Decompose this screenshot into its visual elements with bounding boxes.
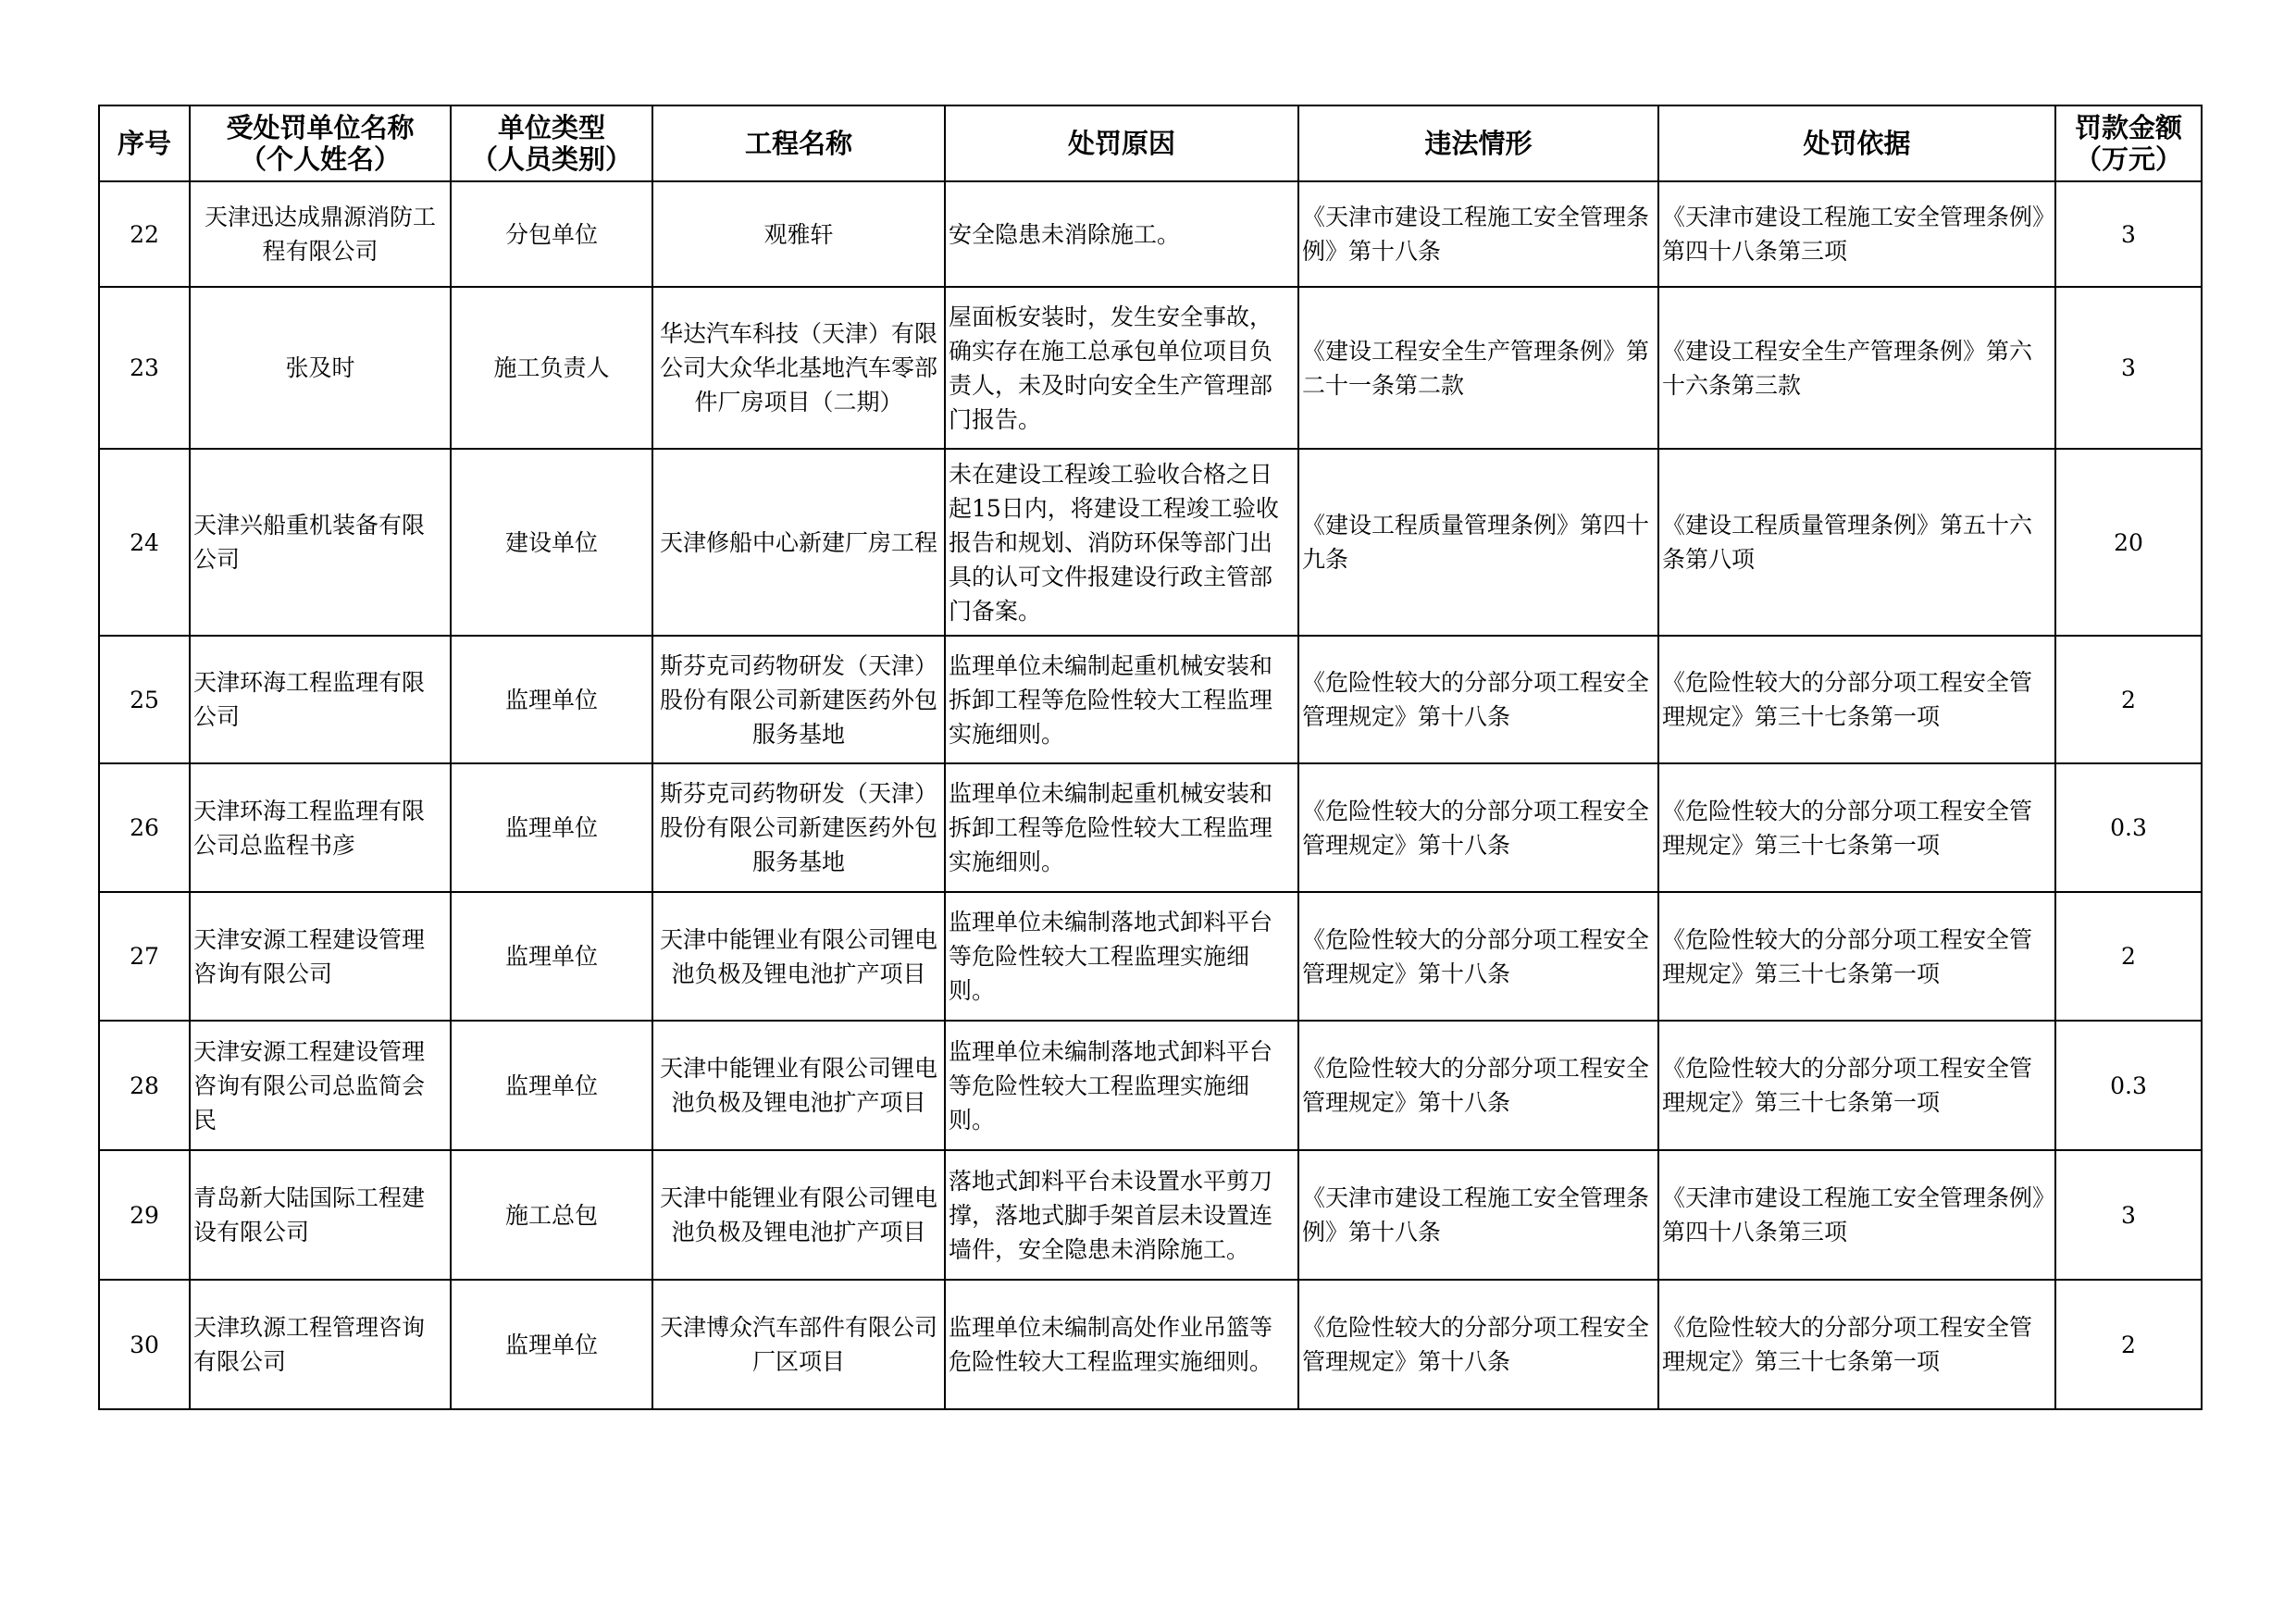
cell-fine: 0.3 (2055, 1021, 2202, 1150)
cell-seq: 29 (99, 1150, 190, 1280)
header-reason: 处罚原因 (945, 105, 1298, 181)
cell-fine: 20 (2055, 449, 2202, 636)
cell-violation: 《天津市建设工程施工安全管理条例》第十八条 (1298, 181, 1658, 287)
header-fine-line1: 罚款金额 (2074, 112, 2182, 143)
table-row (99, 636, 2202, 763)
cell-violation: 《危险性较大的分部分项工程安全管理规定》第十八条 (1298, 763, 1658, 892)
cell-name: 张及时 (190, 287, 451, 449)
cell-reason: 屋面板安装时，发生安全事故，确实存在施工总承包单位项目负责人，未及时向安全生产管理部门报告。 (945, 287, 1298, 449)
cell-reason: 监理单位未编制落地式卸料平台等危险性较大工程监理实施细则。 (945, 892, 1298, 1021)
cell-reason: 安全隐患未消除施工。 (945, 181, 1298, 287)
cell-project: 天津博众汽车部件有限公司厂区项目 (652, 1280, 945, 1409)
header-project: 工程名称 (652, 105, 945, 181)
cell-reason: 监理单位未编制高处作业吊篮等危险性较大工程监理实施细则。 (945, 1280, 1298, 1409)
cell-project: 观雅轩 (652, 181, 945, 287)
header-fine (2055, 105, 2202, 181)
cell-type: 监理单位 (451, 636, 652, 763)
cell-reason: 监理单位未编制起重机械安装和拆卸工程等危险性较大工程监理实施细则。 (945, 763, 1298, 892)
cell-fine: 2 (2055, 636, 2202, 763)
cell-name: 天津环海工程监理有限公司 (190, 636, 451, 763)
header-violation: 违法情形 (1298, 105, 1658, 181)
cell-violation: 《危险性较大的分部分项工程安全管理规定》第十八条 (1298, 636, 1658, 763)
table-row (99, 181, 2202, 287)
cell-violation: 《建设工程安全生产管理条例》第二十一条第二款 (1298, 287, 1658, 449)
cell-violation: 《危险性较大的分部分项工程安全管理规定》第十八条 (1298, 1021, 1658, 1150)
table-row (99, 892, 2202, 1021)
cell-project: 华达汽车科技（天津）有限公司大众华北基地汽车零部件厂房项目（二期） (652, 287, 945, 449)
cell-project: 斯芬克司药物研发（天津）股份有限公司新建医药外包服务基地 (652, 636, 945, 763)
cell-basis: 《建设工程安全生产管理条例》第六十六条第三款 (1658, 287, 2055, 449)
cell-basis: 《天津市建设工程施工安全管理条例》第四十八条第三项 (1658, 1150, 2055, 1280)
cell-name: 青岛新大陆国际工程建设有限公司 (190, 1150, 451, 1280)
cell-type: 监理单位 (451, 892, 652, 1021)
cell-seq: 28 (99, 1021, 190, 1150)
cell-reason: 监理单位未编制起重机械安装和拆卸工程等危险性较大工程监理实施细则。 (945, 636, 1298, 763)
cell-type: 分包单位 (451, 181, 652, 287)
cell-basis: 《天津市建设工程施工安全管理条例》第四十八条第三项 (1658, 181, 2055, 287)
cell-project: 天津中能锂业有限公司锂电池负极及锂电池扩产项目 (652, 1021, 945, 1150)
header-fine-line2: （万元） (2074, 143, 2182, 175)
cell-reason: 监理单位未编制落地式卸料平台等危险性较大工程监理实施细则。 (945, 1021, 1298, 1150)
table-row (99, 1280, 2202, 1409)
header-seq: 序号 (99, 105, 190, 181)
cell-basis: 《危险性较大的分部分项工程安全管理规定》第三十七条第一项 (1658, 636, 2055, 763)
cell-violation: 《建设工程质量管理条例》第四十九条 (1298, 449, 1658, 636)
cell-type: 监理单位 (451, 1021, 652, 1150)
cell-type: 监理单位 (451, 1280, 652, 1409)
cell-violation: 《天津市建设工程施工安全管理条例》第十八条 (1298, 1150, 1658, 1280)
header-type (451, 105, 652, 181)
cell-basis: 《建设工程质量管理条例》第五十六条第八项 (1658, 449, 2055, 636)
table-header (99, 105, 2202, 181)
cell-type: 施工总包 (451, 1150, 652, 1280)
cell-seq: 30 (99, 1280, 190, 1409)
cell-seq: 26 (99, 763, 190, 892)
cell-name: 天津玖源工程管理咨询有限公司 (190, 1280, 451, 1409)
cell-seq: 23 (99, 287, 190, 449)
cell-fine: 3 (2055, 1150, 2202, 1280)
header-name-line2: （个人姓名） (239, 143, 401, 175)
cell-fine: 0.3 (2055, 763, 2202, 892)
cell-fine: 3 (2055, 181, 2202, 287)
cell-fine: 3 (2055, 287, 2202, 449)
header-type-line1: 单位类型 (497, 112, 605, 143)
cell-violation: 《危险性较大的分部分项工程安全管理规定》第十八条 (1298, 892, 1658, 1021)
header-type-line2: （人员类别） (470, 143, 632, 175)
cell-type: 监理单位 (451, 763, 652, 892)
cell-type: 施工负责人 (451, 287, 652, 449)
cell-violation: 《危险性较大的分部分项工程安全管理规定》第十八条 (1298, 1280, 1658, 1409)
cell-basis: 《危险性较大的分部分项工程安全管理规定》第三十七条第一项 (1658, 1280, 2055, 1409)
cell-reason (945, 1150, 1298, 1280)
cell-reason-text: 落地式卸料平台未设置水平剪刀撑，落地式脚手架首层未设置连墙件，安全隐患未消除施工。 (949, 1167, 1273, 1263)
table-row (99, 287, 2202, 449)
header-name-line1: 受处罚单位名称 (226, 112, 415, 143)
cell-name: 天津迅达成鼎源消防工程有限公司 (190, 181, 451, 287)
cell-name: 天津安源工程建设管理咨询有限公司总监简会民 (190, 1021, 451, 1150)
cell-project: 天津中能锂业有限公司锂电池负极及锂电池扩产项目 (652, 892, 945, 1021)
cell-seq: 22 (99, 181, 190, 287)
cell-type: 建设单位 (451, 449, 652, 636)
cell-basis: 《危险性较大的分部分项工程安全管理规定》第三十七条第一项 (1658, 1021, 2055, 1150)
penalty-table (98, 105, 2203, 1410)
cell-seq: 24 (99, 449, 190, 636)
table-row (99, 763, 2202, 892)
table-row (99, 449, 2202, 636)
cell-seq: 25 (99, 636, 190, 763)
cell-name: 天津兴船重机装备有限公司 (190, 449, 451, 636)
cell-project: 天津中能锂业有限公司锂电池负极及锂电池扩产项目 (652, 1150, 945, 1280)
cell-fine: 2 (2055, 1280, 2202, 1409)
cell-basis: 《危险性较大的分部分项工程安全管理规定》第三十七条第一项 (1658, 763, 2055, 892)
cell-name: 天津环海工程监理有限公司总监程书彦 (190, 763, 451, 892)
table-row (99, 1150, 2202, 1280)
cell-seq: 27 (99, 892, 190, 1021)
header-basis: 处罚依据 (1658, 105, 2055, 181)
header-row (99, 105, 2202, 181)
cell-fine: 2 (2055, 892, 2202, 1021)
table-row (99, 1021, 2202, 1150)
table-body (99, 181, 2202, 1409)
cell-reason: 未在建设工程竣工验收合格之日起15日内，将建设工程竣工验收报告和规划、消防环保等部门出具的认可文件报建设行政主管部门备案。 (945, 449, 1298, 636)
header-name (190, 105, 451, 181)
cell-project: 天津修船中心新建厂房工程 (652, 449, 945, 636)
cell-name: 天津安源工程建设管理咨询有限公司 (190, 892, 451, 1021)
cell-basis: 《危险性较大的分部分项工程安全管理规定》第三十七条第一项 (1658, 892, 2055, 1021)
cell-project: 斯芬克司药物研发（天津）股份有限公司新建医药外包服务基地 (652, 763, 945, 892)
